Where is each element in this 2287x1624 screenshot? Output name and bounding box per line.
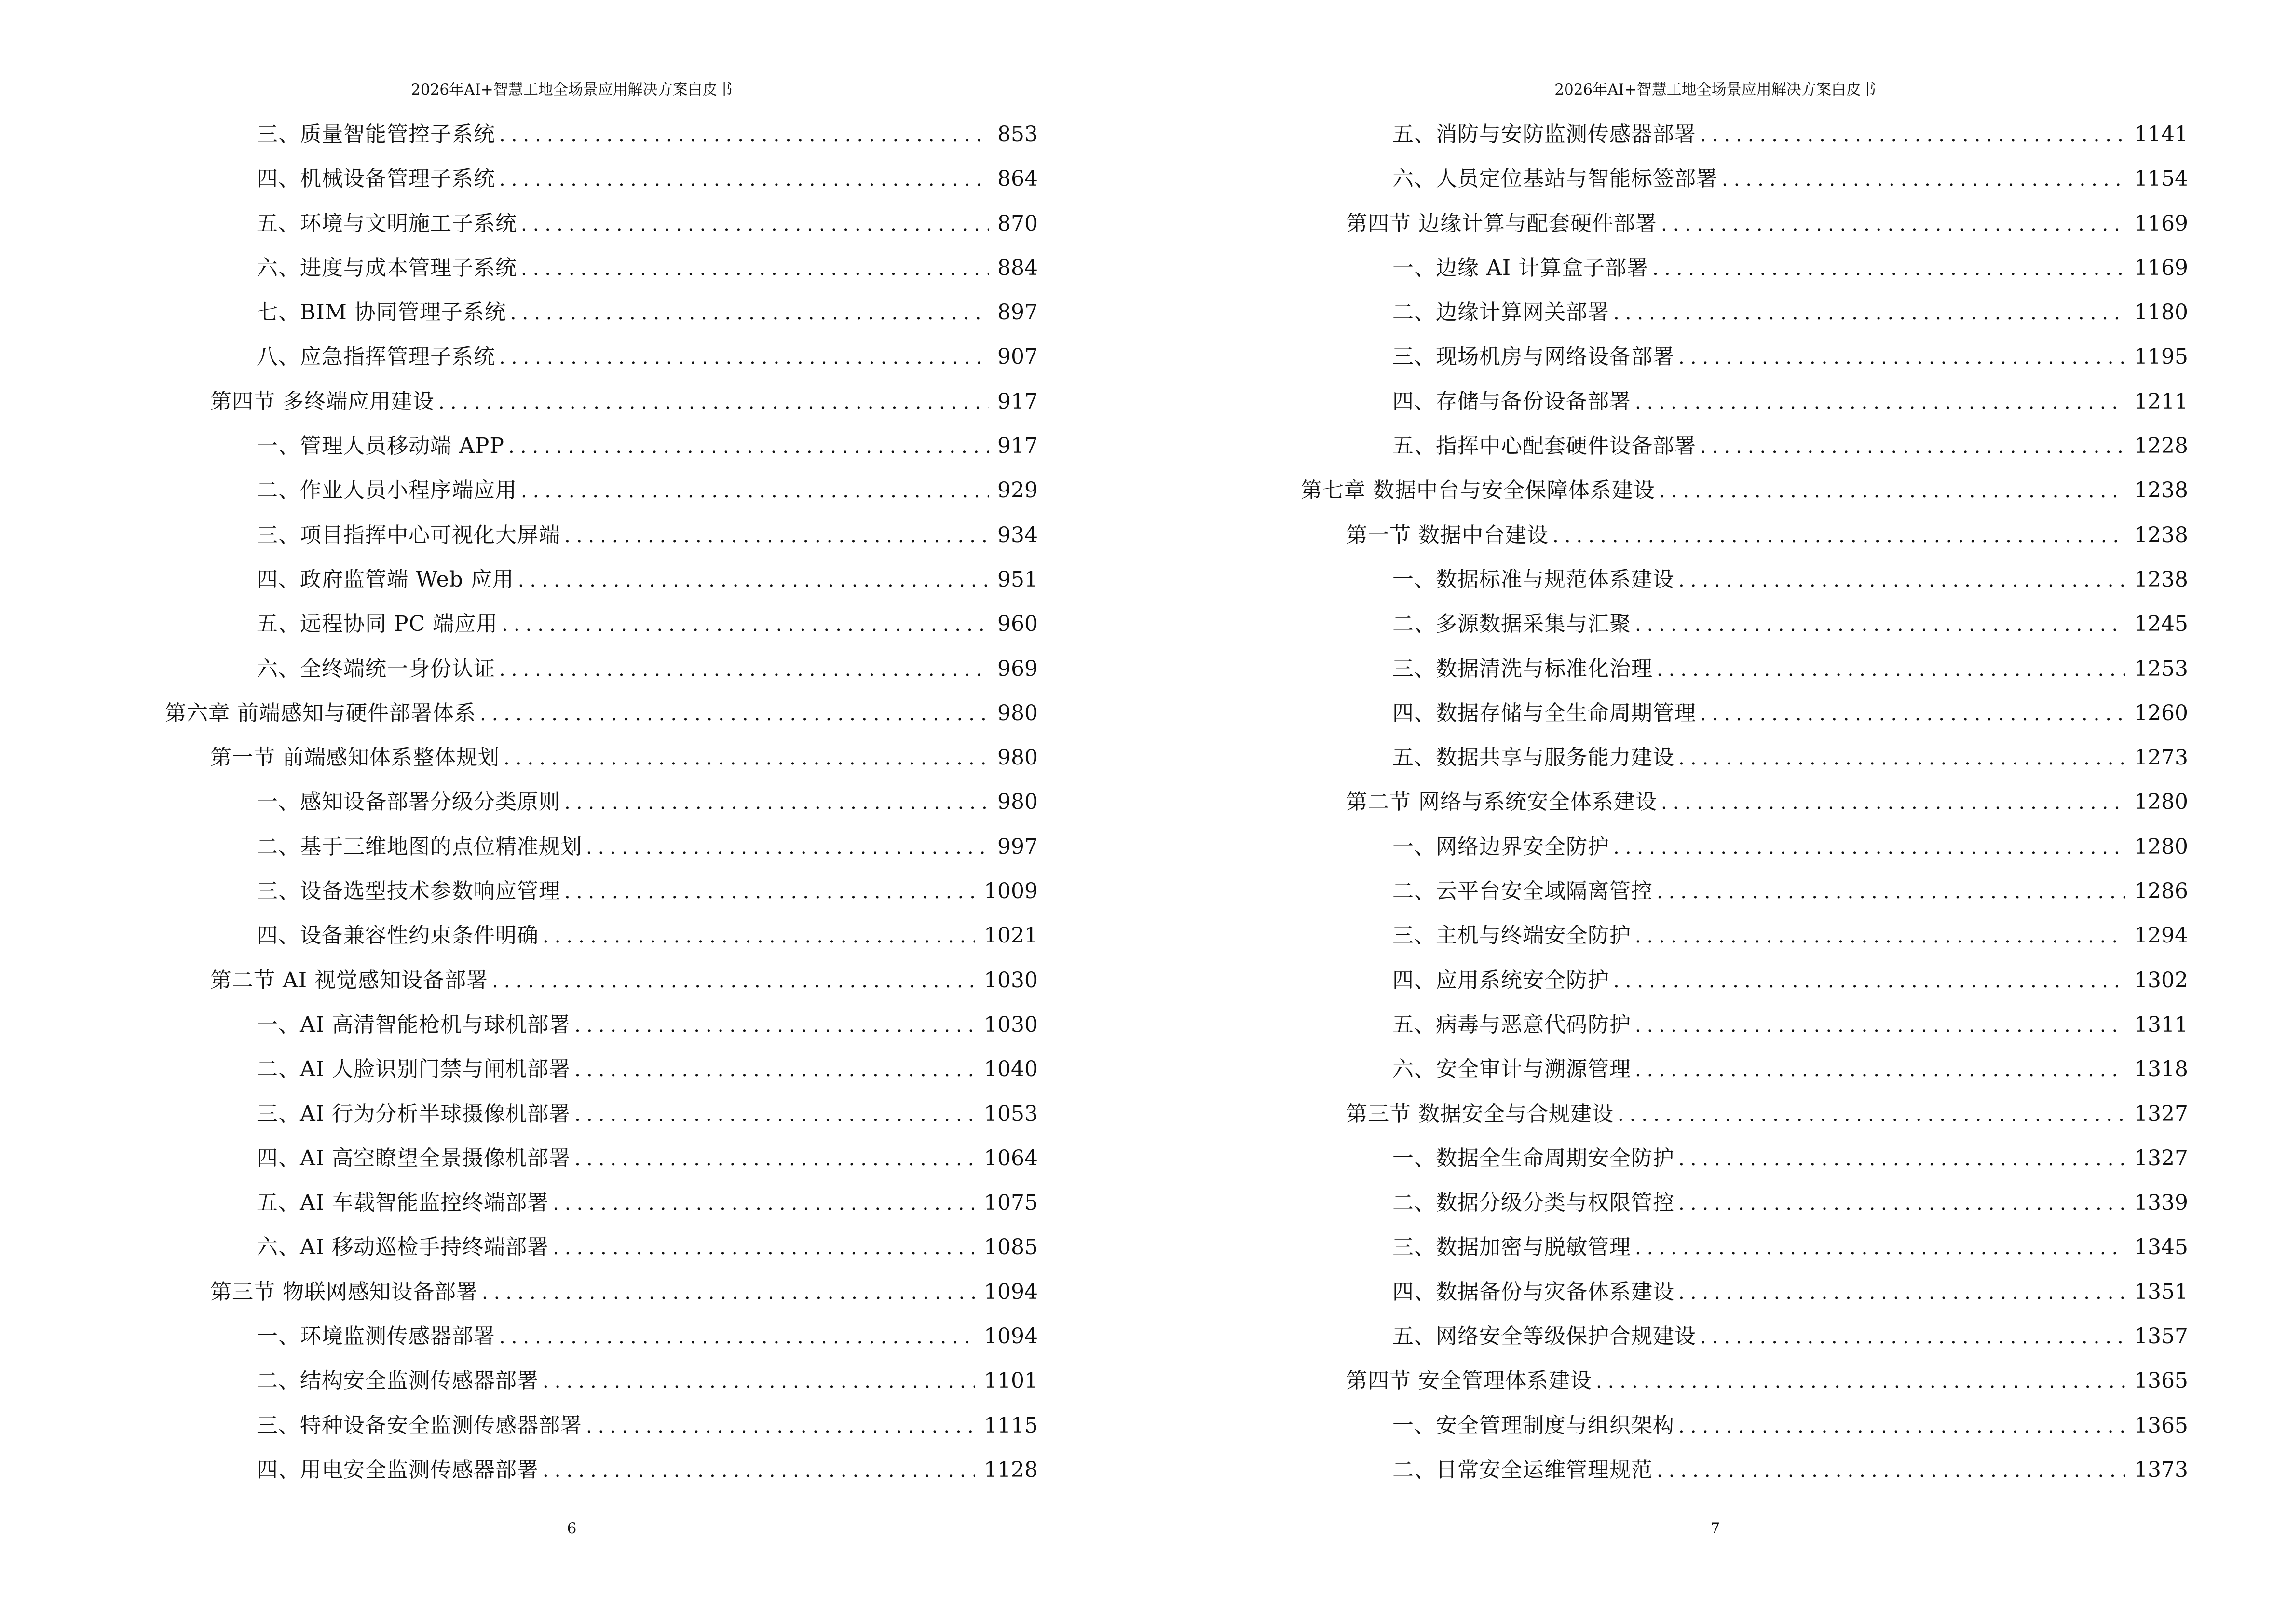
toc-entry-page-number: 1075 bbox=[984, 1190, 1038, 1215]
toc-dot-leader bbox=[1661, 788, 2125, 817]
toc-entry-page-number: 1280 bbox=[2134, 790, 2188, 815]
toc-entry-title: 四、AI 高空瞭望全景摄像机部署 bbox=[257, 1146, 571, 1171]
toc-entry-page-number: 1040 bbox=[984, 1057, 1038, 1082]
toc-entry-page-number: 997 bbox=[997, 834, 1038, 859]
toc-entry[interactable] bbox=[165, 832, 1038, 877]
toc-dot-leader bbox=[499, 343, 989, 372]
toc-dot-leader bbox=[1722, 165, 2125, 194]
toc-entry[interactable] bbox=[165, 521, 1038, 565]
toc-entry-page-number: 1030 bbox=[984, 968, 1038, 993]
toc-entry[interactable] bbox=[1301, 743, 2188, 788]
toc-entry[interactable] bbox=[165, 743, 1038, 788]
toc-entry[interactable] bbox=[165, 921, 1038, 966]
toc-entry[interactable] bbox=[165, 1322, 1038, 1366]
toc-entry-page-number: 897 bbox=[997, 300, 1038, 325]
toc-entry-page-number: 917 bbox=[997, 389, 1038, 414]
page-number: 6 bbox=[567, 1520, 577, 1537]
toc-dot-leader bbox=[574, 1100, 975, 1129]
toc-entry[interactable] bbox=[165, 387, 1038, 432]
toc-dot-leader bbox=[564, 521, 989, 550]
toc-entry-title: 第二节 网络与系统安全体系建设 bbox=[1346, 790, 1657, 815]
toc-entry-title: 六、人员定位基站与智能标签部署 bbox=[1392, 166, 1718, 191]
toc-dot-leader bbox=[1635, 922, 2125, 951]
page-header: 2026年AI+智慧工地全场景应用解决方案白皮书 bbox=[411, 81, 733, 98]
toc-entry[interactable] bbox=[165, 1233, 1038, 1277]
toc-entry-title: 四、机械设备管理子系统 bbox=[257, 166, 495, 191]
toc-entry-page-number: 960 bbox=[997, 612, 1038, 637]
toc-entry-title: 第六章 前端感知与硬件部署体系 bbox=[165, 700, 476, 725]
toc-dot-leader bbox=[553, 1189, 975, 1218]
document-page-right bbox=[1144, 0, 2287, 1624]
toc-entry-page-number: 951 bbox=[997, 567, 1038, 592]
toc-dot-leader bbox=[508, 432, 989, 461]
toc-entry[interactable] bbox=[1301, 387, 2188, 432]
toc-entry-page-number: 1169 bbox=[2134, 211, 2188, 236]
toc-entry-title: 三、设备选型技术参数响应管理 bbox=[257, 879, 560, 904]
toc-entry-page-number: 980 bbox=[997, 745, 1038, 770]
toc-dot-leader bbox=[564, 877, 975, 906]
toc-entry-title: 一、数据标准与规范体系建设 bbox=[1392, 567, 1674, 592]
toc-entry-page-number: 1365 bbox=[2134, 1368, 2188, 1393]
toc-entry-page-number: 870 bbox=[997, 211, 1038, 236]
toc-entry-page-number: 1253 bbox=[2134, 656, 2188, 681]
toc-entry-title: 一、安全管理制度与组织架构 bbox=[1392, 1413, 1674, 1438]
toc-entry-page-number: 1357 bbox=[2134, 1324, 2188, 1349]
toc-dot-leader bbox=[518, 566, 989, 595]
toc-entry-title: 六、全终端统一身份认证 bbox=[257, 656, 495, 681]
toc-dot-leader bbox=[521, 210, 989, 239]
toc-entry-page-number: 1094 bbox=[984, 1324, 1038, 1349]
toc-entry-page-number: 1228 bbox=[2134, 434, 2188, 459]
toc-entry-title: 四、用电安全监测传感器部署 bbox=[257, 1457, 539, 1482]
toc-entry-title: 一、AI 高清智能枪机与球机部署 bbox=[257, 1012, 571, 1037]
toc-entry-title: 一、环境监测传感器部署 bbox=[257, 1324, 495, 1349]
toc-dot-leader bbox=[1552, 521, 2125, 550]
toc-entry[interactable] bbox=[1301, 521, 2188, 565]
toc-entry[interactable] bbox=[1301, 1010, 2188, 1055]
toc-entry[interactable] bbox=[1301, 1366, 2188, 1411]
toc-entry[interactable] bbox=[165, 788, 1038, 832]
toc-entry-title: 四、设备兼容性约束条件明确 bbox=[257, 923, 539, 948]
toc-dot-leader bbox=[1657, 1456, 2125, 1485]
toc-dot-leader bbox=[499, 655, 989, 684]
toc-dot-leader bbox=[499, 121, 989, 150]
toc-entry[interactable] bbox=[1301, 832, 2188, 877]
toc-entry[interactable] bbox=[1301, 1055, 2188, 1099]
toc-entry-title: 三、数据清洗与标准化治理 bbox=[1392, 656, 1653, 681]
toc-entry-page-number: 1302 bbox=[2134, 968, 2188, 993]
toc-entry[interactable] bbox=[1301, 699, 2188, 743]
toc-entry-title: 第一节 前端感知体系整体规划 bbox=[210, 745, 500, 770]
toc-dot-leader bbox=[499, 165, 989, 194]
toc-entry[interactable] bbox=[165, 699, 1038, 743]
toc-entry-page-number: 1064 bbox=[984, 1146, 1038, 1171]
toc-entry-page-number: 884 bbox=[997, 255, 1038, 280]
toc-entry[interactable] bbox=[1301, 432, 2188, 476]
toc-entry-page-number: 1273 bbox=[2134, 745, 2188, 770]
toc-entry[interactable] bbox=[165, 432, 1038, 476]
toc-entry-page-number: 1195 bbox=[2134, 344, 2188, 369]
toc-dot-leader bbox=[510, 299, 989, 328]
toc-entry-title: 第七章 数据中台与安全保障体系建设 bbox=[1301, 478, 1655, 503]
toc-dot-leader bbox=[543, 1456, 975, 1485]
toc-entry[interactable] bbox=[165, 1366, 1038, 1411]
toc-entry[interactable] bbox=[165, 120, 1038, 164]
toc-dot-leader bbox=[1700, 121, 2125, 150]
toc-entry-title: 三、主机与终端安全防护 bbox=[1392, 923, 1631, 948]
toc-entry[interactable] bbox=[1301, 1411, 2188, 1456]
toc-entry[interactable] bbox=[1301, 921, 2188, 966]
toc-dot-leader bbox=[438, 388, 989, 417]
toc-dot-leader bbox=[1659, 477, 2125, 505]
toc-entry-title: 五、病毒与恶意代码防护 bbox=[1392, 1012, 1631, 1037]
toc-dot-leader bbox=[1657, 655, 2125, 684]
toc-entry-page-number: 917 bbox=[997, 434, 1038, 459]
toc-dot-leader bbox=[1613, 833, 2125, 862]
toc-entry-title: 三、特种设备安全监测传感器部署 bbox=[257, 1413, 582, 1438]
toc-entry-page-number: 1311 bbox=[2134, 1012, 2188, 1037]
toc-dot-leader bbox=[482, 1278, 975, 1307]
toc-entry-page-number: 1154 bbox=[2134, 166, 2188, 191]
table-of-contents bbox=[1301, 120, 2188, 1500]
toc-entry[interactable] bbox=[165, 610, 1038, 654]
toc-entry-title: 二、结构安全监测传感器部署 bbox=[257, 1368, 539, 1393]
toc-entry-page-number: 1021 bbox=[984, 923, 1038, 948]
toc-entry[interactable] bbox=[165, 209, 1038, 254]
toc-entry[interactable] bbox=[165, 1456, 1038, 1500]
toc-entry-title: 第三节 数据安全与合规建设 bbox=[1346, 1101, 1614, 1126]
toc-dot-leader bbox=[1635, 1055, 2125, 1084]
toc-entry-title: 四、数据备份与灾备体系建设 bbox=[1392, 1279, 1674, 1304]
toc-entry[interactable] bbox=[165, 565, 1038, 610]
toc-entry[interactable] bbox=[165, 164, 1038, 209]
toc-dot-leader bbox=[1678, 343, 2125, 372]
toc-entry[interactable] bbox=[1301, 298, 2188, 342]
toc-dot-leader bbox=[521, 254, 989, 283]
toc-entry-page-number: 1115 bbox=[984, 1413, 1038, 1438]
toc-entry-title: 三、AI 行为分析半球摄像机部署 bbox=[257, 1101, 571, 1126]
toc-entry-page-number: 1094 bbox=[984, 1279, 1038, 1304]
toc-entry-page-number: 1169 bbox=[2134, 255, 2188, 280]
toc-dot-leader bbox=[1700, 432, 2125, 461]
toc-dot-leader bbox=[1678, 566, 2125, 595]
table-of-contents bbox=[165, 120, 1038, 1500]
toc-entry-title: 二、数据分级分类与权限管控 bbox=[1392, 1190, 1674, 1215]
toc-entry[interactable] bbox=[165, 1010, 1038, 1055]
toc-entry-page-number: 1053 bbox=[984, 1101, 1038, 1126]
toc-entry[interactable] bbox=[165, 1188, 1038, 1233]
toc-entry-page-number: 1245 bbox=[2134, 612, 2188, 637]
toc-entry[interactable] bbox=[165, 1144, 1038, 1188]
toc-dot-leader bbox=[1635, 1011, 2125, 1040]
toc-entry[interactable] bbox=[1301, 209, 2188, 254]
toc-entry-title: 一、边缘 AI 计算盒子部署 bbox=[1392, 255, 1649, 280]
toc-entry-title: 第四节 多终端应用建设 bbox=[210, 389, 435, 414]
toc-entry-title: 第一节 数据中台建设 bbox=[1346, 522, 1549, 547]
toc-dot-leader bbox=[480, 699, 989, 728]
toc-entry-title: 八、应急指挥管理子系统 bbox=[257, 344, 495, 369]
toc-entry-title: 第二节 AI 视觉感知设备部署 bbox=[210, 968, 489, 993]
toc-entry-title: 七、BIM 协同管理子系统 bbox=[257, 300, 506, 325]
toc-entry[interactable] bbox=[1301, 966, 2188, 1010]
toc-entry-title: 四、数据存储与全生命周期管理 bbox=[1392, 700, 1696, 725]
toc-dot-leader bbox=[1635, 610, 2125, 639]
toc-dot-leader bbox=[1618, 1100, 2125, 1129]
toc-entry-page-number: 853 bbox=[997, 122, 1038, 147]
toc-entry-page-number: 1238 bbox=[2134, 567, 2188, 592]
toc-entry-title: 五、数据共享与服务能力建设 bbox=[1392, 745, 1674, 770]
toc-entry[interactable] bbox=[1301, 1278, 2188, 1322]
toc-entry-page-number: 1339 bbox=[2134, 1190, 2188, 1215]
toc-entry[interactable] bbox=[1301, 1233, 2188, 1277]
toc-entry[interactable] bbox=[165, 966, 1038, 1010]
toc-entry-page-number: 1260 bbox=[2134, 700, 2188, 725]
toc-entry-page-number: 1030 bbox=[984, 1012, 1038, 1037]
toc-entry-page-number: 980 bbox=[997, 790, 1038, 815]
toc-entry-page-number: 1128 bbox=[984, 1457, 1038, 1482]
toc-entry[interactable] bbox=[1301, 1144, 2188, 1188]
toc-entry-page-number: 1351 bbox=[2134, 1279, 2188, 1304]
toc-dot-leader bbox=[499, 1323, 975, 1351]
toc-entry[interactable] bbox=[1301, 476, 2188, 520]
toc-dot-leader bbox=[492, 967, 975, 996]
toc-entry-title: 第四节 安全管理体系建设 bbox=[1346, 1368, 1592, 1393]
toc-entry-page-number: 969 bbox=[997, 656, 1038, 681]
toc-entry[interactable] bbox=[1301, 565, 2188, 610]
toc-entry-page-number: 864 bbox=[997, 166, 1038, 191]
toc-entry[interactable] bbox=[165, 1055, 1038, 1099]
toc-entry-title: 二、多源数据采集与汇聚 bbox=[1392, 612, 1631, 637]
toc-entry-page-number: 1180 bbox=[2134, 300, 2188, 325]
toc-entry[interactable] bbox=[165, 1100, 1038, 1144]
toc-entry-title: 四、政府监管端 Web 应用 bbox=[257, 567, 514, 592]
toc-dot-leader bbox=[1657, 877, 2125, 906]
toc-dot-leader bbox=[502, 610, 989, 639]
toc-entry-title: 五、远程协同 PC 端应用 bbox=[257, 612, 498, 637]
toc-entry[interactable] bbox=[1301, 1100, 2188, 1144]
toc-dot-leader bbox=[586, 833, 989, 862]
toc-entry-title: 二、边缘计算网关部署 bbox=[1392, 300, 1609, 325]
toc-entry[interactable] bbox=[1301, 254, 2188, 298]
toc-entry-title: 二、AI 人脸识别门禁与闸机部署 bbox=[257, 1057, 571, 1082]
toc-dot-leader bbox=[1678, 1145, 2125, 1174]
toc-entry-title: 二、基于三维地图的点位精准规划 bbox=[257, 834, 582, 859]
toc-dot-leader bbox=[1635, 1233, 2125, 1262]
toc-entry-page-number: 1365 bbox=[2134, 1413, 2188, 1438]
toc-entry-page-number: 1294 bbox=[2134, 923, 2188, 948]
toc-dot-leader bbox=[574, 1145, 975, 1174]
toc-dot-leader bbox=[1700, 699, 2125, 728]
toc-entry-page-number: 907 bbox=[997, 344, 1038, 369]
toc-entry[interactable] bbox=[1301, 788, 2188, 832]
toc-entry-page-number: 1238 bbox=[2134, 478, 2188, 503]
toc-dot-leader bbox=[553, 1233, 975, 1262]
toc-entry[interactable] bbox=[1301, 164, 2188, 209]
toc-dot-leader bbox=[1613, 967, 2125, 996]
toc-entry-title: 第四节 边缘计算与配套硬件部署 bbox=[1346, 211, 1657, 236]
toc-entry-title: 六、进度与成本管理子系统 bbox=[257, 255, 517, 280]
toc-entry-page-number: 1327 bbox=[2134, 1101, 2188, 1126]
toc-dot-leader bbox=[564, 788, 989, 817]
toc-dot-leader bbox=[1652, 254, 2125, 283]
toc-dot-leader bbox=[1678, 1189, 2125, 1218]
toc-entry-title: 三、项目指挥中心可视化大屏端 bbox=[257, 522, 560, 547]
toc-entry[interactable] bbox=[165, 298, 1038, 342]
toc-dot-leader bbox=[574, 1055, 975, 1084]
toc-entry-title: 二、云平台安全域隔离管控 bbox=[1392, 879, 1653, 904]
toc-dot-leader bbox=[543, 1367, 975, 1396]
toc-entry-title: 一、数据全生命周期安全防护 bbox=[1392, 1146, 1674, 1171]
toc-entry-page-number: 1327 bbox=[2134, 1146, 2188, 1171]
toc-entry-title: 一、网络边界安全防护 bbox=[1392, 834, 1609, 859]
toc-entry[interactable] bbox=[165, 877, 1038, 921]
toc-entry-title: 一、管理人员移动端 APP bbox=[257, 434, 504, 459]
toc-entry-title: 一、感知设备部署分级分类原则 bbox=[257, 790, 560, 815]
toc-dot-leader bbox=[521, 477, 989, 505]
toc-dot-leader bbox=[1661, 210, 2125, 239]
toc-entry-title: 六、安全审计与溯源管理 bbox=[1392, 1057, 1631, 1082]
toc-entry-page-number: 1286 bbox=[2134, 879, 2188, 904]
toc-dot-leader bbox=[1613, 299, 2125, 328]
toc-entry-title: 三、现场机房与网络设备部署 bbox=[1392, 344, 1674, 369]
toc-entry-page-number: 1211 bbox=[2134, 389, 2188, 414]
toc-dot-leader bbox=[504, 744, 989, 773]
toc-entry[interactable] bbox=[165, 1278, 1038, 1322]
toc-entry-page-number: 1373 bbox=[2134, 1457, 2188, 1482]
toc-entry[interactable] bbox=[1301, 342, 2188, 387]
toc-entry[interactable] bbox=[1301, 655, 2188, 699]
toc-entry[interactable] bbox=[165, 655, 1038, 699]
toc-entry-page-number: 1009 bbox=[984, 879, 1038, 904]
toc-entry-title: 第三节 物联网感知设备部署 bbox=[210, 1279, 478, 1304]
toc-entry-title: 四、存储与备份设备部署 bbox=[1392, 389, 1631, 414]
toc-dot-leader bbox=[1678, 744, 2125, 773]
toc-entry[interactable] bbox=[1301, 610, 2188, 654]
toc-dot-leader bbox=[574, 1011, 975, 1040]
toc-entry-page-number: 1280 bbox=[2134, 834, 2188, 859]
toc-entry-page-number: 1085 bbox=[984, 1235, 1038, 1260]
toc-dot-leader bbox=[1635, 388, 2125, 417]
toc-entry[interactable] bbox=[1301, 1322, 2188, 1366]
toc-entry-page-number: 1318 bbox=[2134, 1057, 2188, 1082]
toc-entry[interactable] bbox=[1301, 120, 2188, 164]
toc-dot-leader bbox=[543, 922, 975, 951]
toc-entry-title: 二、作业人员小程序端应用 bbox=[257, 478, 517, 503]
toc-entry-page-number: 1345 bbox=[2134, 1235, 2188, 1260]
toc-dot-leader bbox=[1678, 1412, 2125, 1441]
toc-entry-title: 四、应用系统安全防护 bbox=[1392, 968, 1609, 993]
toc-dot-leader bbox=[586, 1412, 975, 1441]
toc-entry-title: 五、环境与文明施工子系统 bbox=[257, 211, 517, 236]
toc-entry-page-number: 980 bbox=[997, 700, 1038, 725]
toc-entry-title: 五、AI 车载智能监控终端部署 bbox=[257, 1190, 549, 1215]
toc-dot-leader bbox=[1596, 1367, 2125, 1396]
toc-entry[interactable] bbox=[165, 342, 1038, 387]
toc-entry[interactable] bbox=[1301, 1456, 2188, 1500]
page-number: 7 bbox=[1710, 1520, 1720, 1537]
page-header: 2026年AI+智慧工地全场景应用解决方案白皮书 bbox=[1554, 81, 1876, 98]
toc-entry-page-number: 1238 bbox=[2134, 522, 2188, 547]
toc-entry-title: 六、AI 移动巡检手持终端部署 bbox=[257, 1235, 549, 1260]
toc-entry[interactable] bbox=[1301, 1188, 2188, 1233]
toc-dot-leader bbox=[1700, 1323, 2125, 1351]
toc-entry-page-number: 934 bbox=[997, 522, 1038, 547]
toc-entry[interactable] bbox=[165, 1411, 1038, 1456]
toc-entry[interactable] bbox=[1301, 877, 2188, 921]
toc-entry-title: 五、指挥中心配套硬件设备部署 bbox=[1392, 434, 1696, 459]
toc-entry-title: 三、质量智能管控子系统 bbox=[257, 122, 495, 147]
toc-entry[interactable] bbox=[165, 254, 1038, 298]
toc-entry[interactable] bbox=[165, 476, 1038, 520]
toc-entry-title: 三、数据加密与脱敏管理 bbox=[1392, 1235, 1631, 1260]
toc-entry-page-number: 1101 bbox=[984, 1368, 1038, 1393]
toc-entry-title: 五、消防与安防监测传感器部署 bbox=[1392, 122, 1696, 147]
toc-entry-page-number: 929 bbox=[997, 478, 1038, 503]
toc-entry-page-number: 1141 bbox=[2134, 122, 2188, 147]
toc-dot-leader bbox=[1678, 1278, 2125, 1307]
toc-entry-title: 二、日常安全运维管理规范 bbox=[1392, 1457, 1653, 1482]
toc-entry-title: 五、网络安全等级保护合规建设 bbox=[1392, 1324, 1696, 1349]
